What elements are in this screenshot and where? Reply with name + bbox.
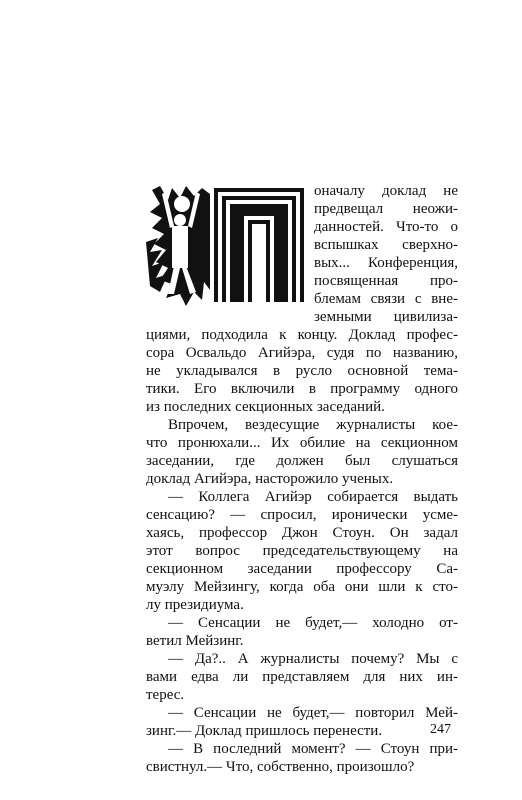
- text-line: тики. Его включили в программу одного: [146, 381, 458, 397]
- dropcap-line: предвещал неожи-: [314, 201, 458, 217]
- text-line: муэлу Мейзингу, когда оба они шли к сто-: [146, 579, 458, 595]
- dropcap-line: вспышках сверхно-: [314, 237, 458, 253]
- dropcap-line: земными цивилиза-: [314, 309, 458, 325]
- text-line: лу президиума.: [146, 597, 244, 613]
- text-line: терес.: [146, 687, 185, 703]
- dropcap-line: вых... Конференция,: [314, 255, 458, 271]
- text-line: этот вопрос председательствующему на: [146, 543, 458, 559]
- dropcap-letter: П: [259, 262, 260, 263]
- text-line: вами едва ли представляем для них ин-: [146, 669, 458, 685]
- text-line: свистнул.— Что, собственно, произошло?: [146, 759, 415, 775]
- text-line: заседании, где должен был слушаться: [146, 453, 458, 469]
- text-line: — Да?.. А журналисты почему? Мы с: [168, 651, 458, 667]
- body-text: [146, 182, 458, 776]
- dropcap-adjacent-lines: [314, 182, 458, 308]
- text-line: сенсацию? — спросил, иронически усме-: [146, 507, 458, 523]
- text-line: — Сенсации не будет,— повторил Мей-: [168, 705, 458, 721]
- text-line: секционном заседании профессору Са-: [146, 561, 458, 577]
- text-line: ветил Мейзинг.: [146, 633, 244, 649]
- paragraphs: [146, 326, 458, 776]
- text-line: сора Освальдо Агийэра, судя по названию,: [146, 345, 458, 361]
- dropcap-line: блемам связи с вне-: [314, 291, 458, 307]
- dropcap-illustration-icon: [146, 182, 306, 306]
- text-line: циями, подходила к концу. Доклад профес-: [146, 327, 458, 343]
- text-line: доклад Агийэра, насторожило ученых.: [146, 471, 394, 487]
- text-line: зинг.— Доклад пришлось перенести.: [146, 723, 383, 739]
- text-line: что пронюхали... Их обилие на секционном: [146, 435, 458, 451]
- text-line: — Сенсации не будет,— холодно от-: [168, 615, 458, 631]
- text-line: — В последний момент? — Стоун при-: [168, 741, 458, 757]
- dropcap-line: посвященная про-: [314, 273, 458, 289]
- text-line: хаясь, профессор Джон Стоун. Он задал: [146, 525, 458, 541]
- text-line: — Коллега Агийэр собирается выдать: [168, 489, 458, 505]
- page-number: 247: [430, 722, 451, 737]
- dropcap-line: данностей. Что-то о: [314, 219, 458, 235]
- text-line: Впрочем, вездесущие журналисты кое-: [168, 417, 458, 433]
- text-line: не укладывался в русло основной тема-: [146, 363, 458, 379]
- text-line: из последних секционных заседаний.: [146, 399, 385, 415]
- dropcap-line: оначалу доклад не: [314, 183, 458, 199]
- opening-block: [146, 182, 458, 308]
